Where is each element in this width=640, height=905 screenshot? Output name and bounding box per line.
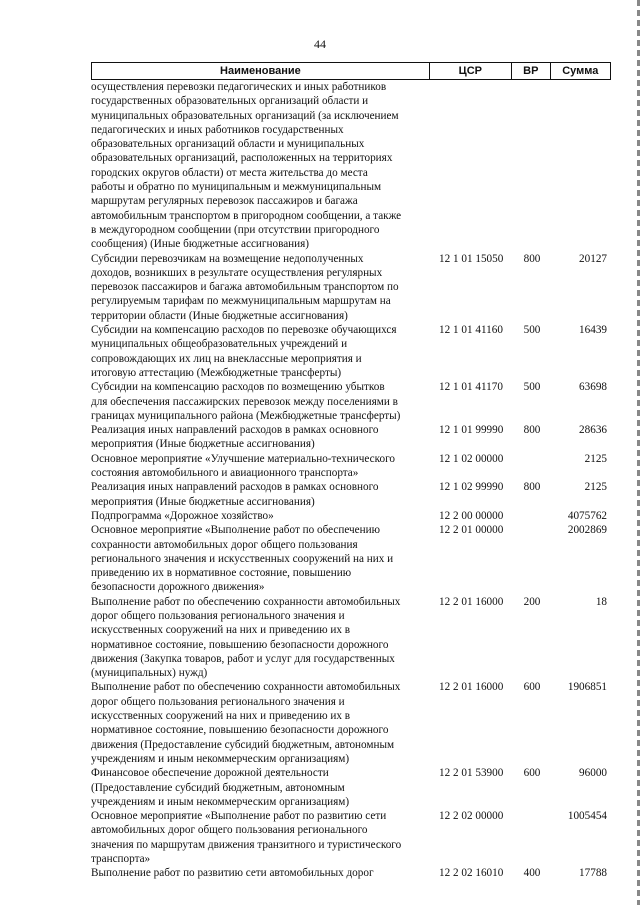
row-name-line: территории области (Иные бюджетные ассигнования) <box>91 309 348 322</box>
row-csr: 12 2 02 16010 <box>439 867 504 880</box>
row-name-line: маршрутам регулярных перевозок пассажиров и багажа <box>91 195 358 208</box>
header-vr: ВР <box>511 63 550 79</box>
row-name-line: Субсидии на компенсацию расходов по перевозке обучающихся <box>91 324 397 337</box>
row-name-line: работы и обратно по муниципальным и межмуниципальным <box>91 181 382 194</box>
row-name <box>91 323 431 380</box>
row-name-line: Основное мероприятие «Улучшение материально-технического <box>91 452 395 465</box>
row-sum: 2125 <box>584 481 607 494</box>
row-sum: 1906851 <box>567 681 607 694</box>
row-sum: 16439 <box>579 324 607 337</box>
row-name-line: Основное мероприятие «Выполнение работ по развитию сети <box>91 810 387 823</box>
row-name-line: для обеспечения пассажирских перевозок между поселениями в <box>91 395 398 408</box>
row-name <box>91 452 431 481</box>
row-vr: 800 <box>523 424 541 437</box>
row-vr: 200 <box>523 595 541 608</box>
row-name <box>91 866 431 880</box>
row-name-line: нормативное состояние, повышению безопасности дорожного <box>91 638 389 651</box>
table-row <box>91 680 611 766</box>
row-vr: 500 <box>523 381 541 394</box>
row-name-line: Выполнение работ по обеспечению сохранности автомобильных <box>91 681 401 694</box>
table-row <box>91 509 611 523</box>
row-sum: 2125 <box>584 452 607 465</box>
row-name-line: государственных образовательных организаций области и <box>91 95 369 108</box>
row-name <box>91 423 431 452</box>
row-sum: 63698 <box>579 381 607 394</box>
row-name-line: искусственных сооружений на них и приведению их в <box>91 710 351 723</box>
header-name: Наименование <box>220 64 301 77</box>
row-name-line: муниципальных образовательных организаций (за исключением <box>91 109 399 122</box>
row-name-line: Выполнение работ по развитию сети автомобильных дорог <box>91 867 374 880</box>
row-name-line: Основное мероприятие «Выполнение работ по обеспечению <box>91 524 380 537</box>
row-name-line: мероприятия (Иные бюджетные ассигнования) <box>91 495 315 508</box>
row-name-line: сопровождающих их лиц на внеклассные мероприятия и <box>91 352 362 365</box>
table-row <box>91 523 611 594</box>
row-name-line: (Предоставление субсидий бюджетным, автономным <box>91 781 345 794</box>
row-name <box>91 595 431 681</box>
row-name-line: Субсидии на компенсацию расходов по возмещению убытков <box>91 381 385 394</box>
row-name <box>91 809 431 866</box>
table-row <box>91 480 611 509</box>
row-csr: 12 1 02 99990 <box>439 481 504 494</box>
row-csr: 12 1 01 15050 <box>439 252 504 265</box>
row-name-line: (муниципальных) нужд) <box>91 667 208 680</box>
row-name <box>91 380 431 423</box>
row-sum: 28636 <box>579 424 607 437</box>
row-name <box>91 480 431 509</box>
row-name <box>91 766 431 809</box>
budget-table <box>91 62 611 881</box>
row-vr <box>513 452 551 481</box>
row-name-line: образовательных организаций, расположенных на территориях <box>91 152 393 165</box>
row-name-line: состояния автомобильного и авиационного транспорта» <box>91 467 359 480</box>
row-csr: 12 2 00 00000 <box>439 509 504 522</box>
row-vr: 800 <box>523 252 541 265</box>
row-name-line: транспорта» <box>91 853 151 866</box>
page-number: 44 <box>314 37 326 51</box>
row-csr: 12 1 01 99990 <box>439 424 504 437</box>
row-name-line: сохранности автомобильных дорог общего пользования <box>91 538 358 551</box>
row-name-line: Реализация иных направлений расходов в рамках основного <box>91 481 379 494</box>
row-name-line: регулируемым тарифам по межмуниципальным маршрутам на <box>91 295 391 308</box>
row-sum: 20127 <box>579 252 607 265</box>
row-name-line: искусственных сооружений на них и приведению их в <box>91 624 351 637</box>
row-name-line: границах муниципального района (Межбюджетные трансферты) <box>91 409 401 422</box>
table-row <box>91 866 611 880</box>
table-row <box>91 423 611 452</box>
row-csr: 12 1 01 41160 <box>439 324 503 337</box>
row-name-line: Субсидии перевозчикам на возмещение недополученных <box>91 252 364 265</box>
row-csr: 12 1 01 41170 <box>439 381 503 394</box>
row-sum: 4075762 <box>567 509 607 522</box>
row-name-line: приведению их в нормативное состояние, повышению <box>91 567 352 580</box>
table-row <box>91 380 611 423</box>
row-vr <box>513 809 551 866</box>
row-csr: 12 2 01 16000 <box>439 681 504 694</box>
table-row <box>91 323 611 380</box>
row-vr <box>513 80 551 252</box>
row-vr: 600 <box>523 767 541 780</box>
row-name-line: автомобильных дорог общего пользования регионального <box>91 824 368 837</box>
table-row <box>91 252 611 323</box>
row-sum: 1005454 <box>567 810 607 823</box>
row-name <box>91 80 431 252</box>
row-name-line: итоговую аттестацию (Межбюджетные трансферты) <box>91 366 342 379</box>
row-name-line: автомобильным транспортом в пригородном сообщении, а также <box>91 209 402 222</box>
row-name-line: муниципальных общеобразовательных учреждений и <box>91 338 348 351</box>
table-row <box>91 452 611 481</box>
row-name-line: осуществления перевозки педагогических и иных работников <box>91 81 387 93</box>
row-vr: 500 <box>523 324 541 337</box>
row-name-line: дорог общего пользования регионального значения и <box>91 695 345 708</box>
table-row <box>91 595 611 681</box>
row-name-line: Выполнение работ по обеспечению сохранности автомобильных <box>91 595 401 608</box>
row-sum <box>551 80 611 252</box>
header-csr: ЦСР <box>429 63 511 79</box>
row-name-line: образовательных организаций области и муниципальных <box>91 138 365 151</box>
row-sum: 17788 <box>579 867 607 880</box>
header-sum: Сумма <box>550 63 610 79</box>
row-name <box>91 509 431 523</box>
row-name-line: значения по маршрутам движения транзитного и туристического <box>91 838 402 851</box>
row-name <box>91 252 431 323</box>
row-sum: 18 <box>595 595 607 608</box>
table-row <box>91 809 611 866</box>
row-name-line: доходов, возникших в результате осуществления регулярных <box>91 266 383 279</box>
row-name-line: учреждениям и иным некоммерческим организациям) <box>91 795 350 808</box>
row-name <box>91 680 431 766</box>
row-name-line: движения (Предоставление субсидий бюджетным, автономным <box>91 738 395 751</box>
row-name-line: Финансовое обеспечение дорожной деятельности <box>91 767 329 780</box>
row-vr <box>513 509 551 523</box>
row-vr <box>513 523 551 594</box>
row-name-line: в междугородном сообщении (при отсутствии пригородного <box>91 223 380 236</box>
row-vr: 600 <box>523 681 541 694</box>
row-sum: 2002869 <box>567 524 607 537</box>
row-name <box>91 523 431 594</box>
row-name-line: мероприятия (Иные бюджетные ассигнования) <box>91 438 315 451</box>
row-vr: 400 <box>523 867 541 880</box>
row-name-line: Подпрограмма «Дорожное хозяйство» <box>91 509 274 522</box>
row-name-line: безопасности дорожного движения» <box>91 581 265 594</box>
table-header <box>91 62 611 80</box>
row-name-line: сообщения) (Иные бюджетные ассигнования) <box>91 238 310 251</box>
row-name-line: регионального значения и искусственных сооружений на них и <box>91 552 394 565</box>
table-row <box>91 766 611 809</box>
row-sum: 96000 <box>579 767 607 780</box>
row-name-line: перевозок пассажиров и багажа автомобильным транспортом по <box>91 281 399 294</box>
row-vr: 800 <box>523 481 541 494</box>
row-name-line: педагогических и иных работников государственных <box>91 123 344 136</box>
row-csr: 12 2 01 16000 <box>439 595 504 608</box>
row-name-line: нормативное состояние, повышению безопасности дорожного <box>91 724 389 737</box>
row-csr: 12 2 01 53900 <box>439 767 504 780</box>
row-csr: 12 1 02 00000 <box>439 452 504 465</box>
row-csr: 12 2 02 00000 <box>439 810 504 823</box>
row-name-line: Реализация иных направлений расходов в рамках основного <box>91 424 379 437</box>
table-row <box>91 80 611 252</box>
row-csr <box>431 80 513 252</box>
row-name-line: дорог общего пользования регионального значения и <box>91 609 345 622</box>
row-name-line: городских округов области) от места жительства до места <box>91 166 368 179</box>
row-csr: 12 2 01 00000 <box>439 524 504 537</box>
row-name-line: учреждениям и иным некоммерческим организациям) <box>91 752 350 765</box>
row-name-line: движения (Закупка товаров, работ и услуг для государственных <box>91 652 395 665</box>
table-body <box>91 80 611 881</box>
